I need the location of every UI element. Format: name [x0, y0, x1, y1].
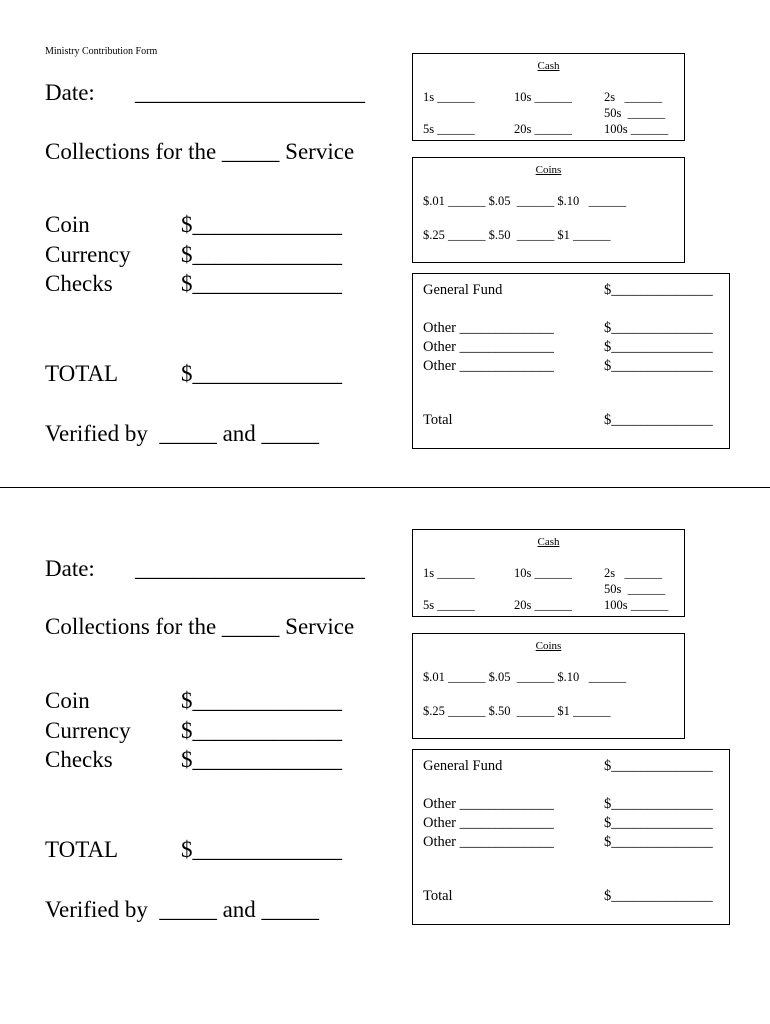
cash-twenties-field[interactable]: 20s ______: [514, 122, 572, 136]
coins-row-1-field[interactable]: $.01 ______ $.05 ______ $.10 ______: [423, 670, 627, 684]
general-fund-label: General Fund: [423, 282, 503, 298]
checks-amount-field[interactable]: $_____________: [181, 747, 342, 772]
cash-title: Cash: [537, 536, 560, 548]
other-fund-3-field[interactable]: Other _____________: [423, 358, 554, 374]
cash-fives-field[interactable]: 5s ______: [423, 122, 475, 136]
other-fund-1-field[interactable]: Other _____________: [423, 796, 554, 812]
cash-twos-field[interactable]: 2s ______: [604, 566, 662, 580]
total-amount-field[interactable]: $_____________: [181, 837, 342, 862]
coins-row-2-field[interactable]: $.25 ______ $.50 ______ $1 ______: [423, 704, 611, 718]
checks-amount-field[interactable]: $_____________: [181, 271, 342, 296]
other-fund-3-field[interactable]: Other _____________: [423, 834, 554, 850]
checks-label: Checks: [45, 747, 113, 772]
coin-amount-field[interactable]: $_____________: [181, 688, 342, 713]
other-fund-2-field[interactable]: Other _____________: [423, 815, 554, 831]
cash-fives-field[interactable]: 5s ______: [423, 598, 475, 612]
date-field[interactable]: ____________________: [135, 80, 365, 105]
funds-total-label: Total: [423, 412, 453, 428]
collections-service-field[interactable]: Collections for the _____ Service: [45, 139, 355, 164]
general-fund-amount-field[interactable]: $______________: [604, 758, 713, 774]
cash-box: [412, 53, 685, 141]
funds-box: [412, 273, 730, 449]
other-fund-2-field[interactable]: Other _____________: [423, 339, 554, 355]
cash-hundreds-field[interactable]: 100s ______: [604, 598, 669, 612]
general-fund-label: General Fund: [423, 758, 503, 774]
cash-ones-field[interactable]: 1s ______: [423, 566, 475, 580]
date-field[interactable]: ____________________: [135, 556, 365, 581]
date-label: Date:: [45, 80, 95, 105]
cash-ones-field[interactable]: 1s ______: [423, 90, 475, 104]
coins-box: [412, 157, 685, 263]
cash-title: Cash: [537, 60, 560, 72]
other-fund-3-amount-field[interactable]: $______________: [604, 358, 713, 374]
collections-service-field[interactable]: Collections for the _____ Service: [45, 614, 355, 639]
currency-label: Currency: [45, 242, 131, 267]
other-fund-3-amount-field[interactable]: $______________: [604, 834, 713, 850]
other-fund-2-amount-field[interactable]: $______________: [604, 815, 713, 831]
currency-label: Currency: [45, 718, 131, 743]
total-label: TOTAL: [45, 837, 119, 862]
other-fund-1-field[interactable]: Other _____________: [423, 320, 554, 336]
cash-fifties-field[interactable]: 50s ______: [604, 582, 666, 596]
checks-label: Checks: [45, 271, 113, 296]
funds-total-label: Total: [423, 888, 453, 904]
cash-twenties-field[interactable]: 20s ______: [514, 598, 572, 612]
section-divider: [0, 487, 770, 488]
funds-box: [412, 749, 730, 925]
funds-total-amount-field[interactable]: $______________: [604, 412, 713, 428]
coin-label: Coin: [45, 688, 90, 713]
other-fund-1-amount-field[interactable]: $______________: [604, 796, 713, 812]
coin-amount-field[interactable]: $_____________: [181, 212, 342, 237]
other-fund-2-amount-field[interactable]: $______________: [604, 339, 713, 355]
general-fund-amount-field[interactable]: $______________: [604, 282, 713, 298]
cash-fifties-field[interactable]: 50s ______: [604, 106, 666, 120]
form-title: Ministry Contribution Form: [45, 46, 158, 57]
funds-total-amount-field[interactable]: $______________: [604, 888, 713, 904]
coins-row-2-field[interactable]: $.25 ______ $.50 ______ $1 ______: [423, 228, 611, 242]
currency-amount-field[interactable]: $_____________: [181, 718, 342, 743]
coin-label: Coin: [45, 212, 90, 237]
date-label: Date:: [45, 556, 95, 581]
currency-amount-field[interactable]: $_____________: [181, 242, 342, 267]
total-label: TOTAL: [45, 361, 119, 386]
coins-title: Coins: [535, 640, 562, 652]
cash-twos-field[interactable]: 2s ______: [604, 90, 662, 104]
total-amount-field[interactable]: $_____________: [181, 361, 342, 386]
other-fund-1-amount-field[interactable]: $______________: [604, 320, 713, 336]
coins-row-1-field[interactable]: $.01 ______ $.05 ______ $.10 ______: [423, 194, 627, 208]
coins-box: [412, 633, 685, 739]
verified-by-field[interactable]: Verified by _____ and _____: [45, 421, 320, 446]
cash-tens-field[interactable]: 10s ______: [514, 90, 572, 104]
cash-box: [412, 529, 685, 617]
verified-by-field[interactable]: Verified by _____ and _____: [45, 897, 320, 922]
coins-title: Coins: [535, 164, 562, 176]
cash-tens-field[interactable]: 10s ______: [514, 566, 572, 580]
cash-hundreds-field[interactable]: 100s ______: [604, 122, 669, 136]
